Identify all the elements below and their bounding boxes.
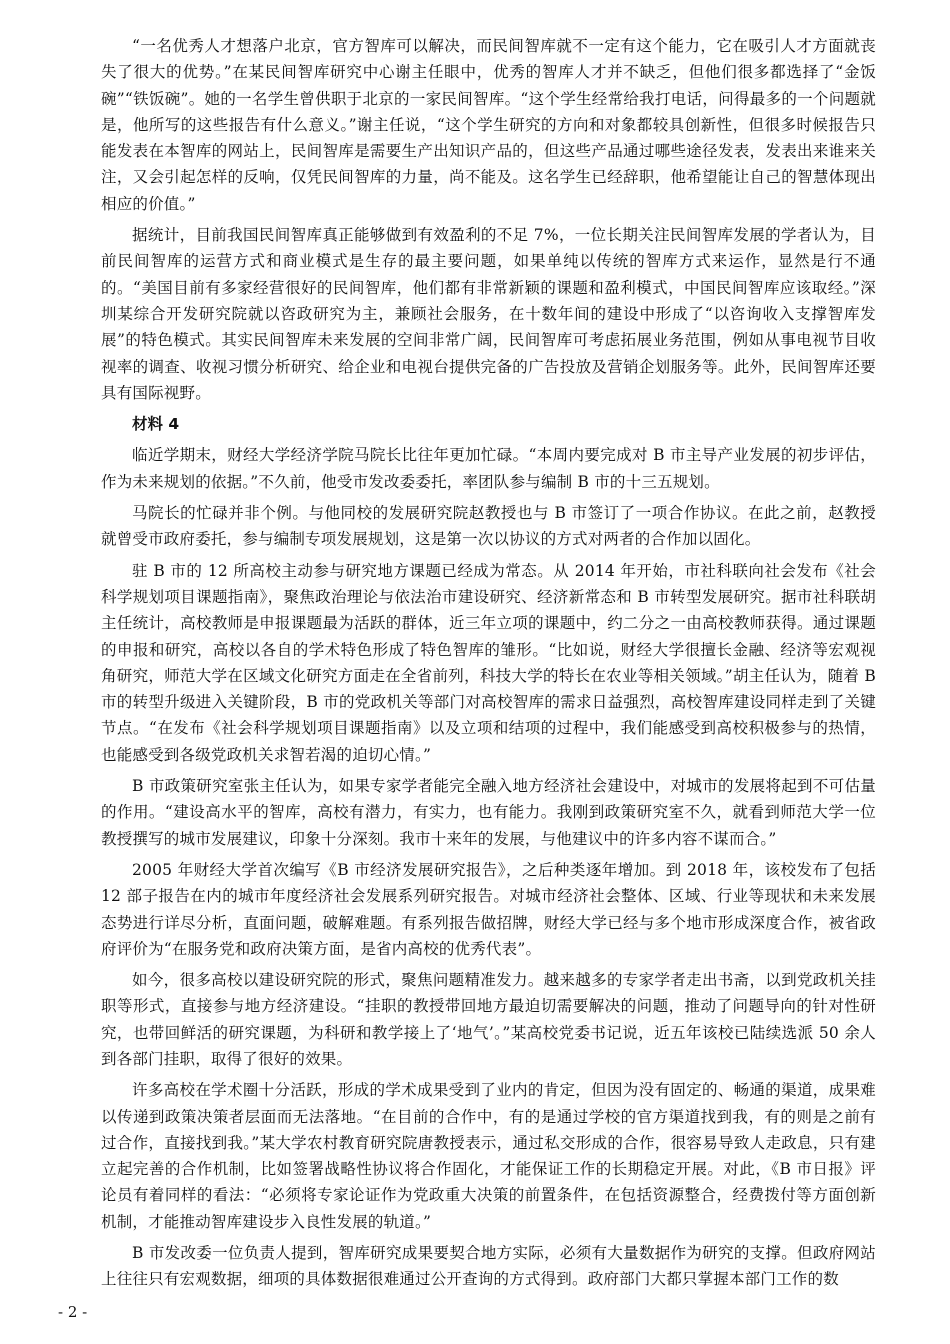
paragraph-12-universities: 驻 B 市的 12 所高校主动参与研究地方课题已经成为常态。从 2014 年开始，市社科联向社会发布《社会科学规划项目课题指南》，聚焦政治理论与依法治市建设研究、经济新常态和 B 市转型发展研究。据市社科联胡主任统计，高校教师是申报课题最为活跃的群体，近三年立项的课题中，约二分之一由高校教师获得。通过课题的申报和研究，高校以各自的学术特色形成了特色智库的雏形。“比如说，财经大学很擅长金融、经济等宏观视角研究，师范大学在区域文化研究方面走在全省前列，科技大学的特长在农业等相关领域。”胡主任认为，随着 B 市的转型升级进入关键阶段，B 市的党政机关等部门对高校智库的需求日益强烈，高校智库建设同样走到了关键节点。“在发布《社会科学规划项目课题指南》以及立项和结项的过程中，我们能感受到高校积极参与的热情，也能感受到各级党政机关求智若渴的迫切心情。” <box>101 561 876 764</box>
section-heading-material-4: 材料 4 <box>132 415 180 434</box>
paragraph-think-tank-profit: 据统计，目前我国民间智库真正能够做到有效盈利的不足 7%，一位长期关注民间智库发展的学者认为，目前民间智库的运营方式和商业模式是生存的最主要问题，如果单纯以传统的智库方式来运作，显然是行不通的。“美国目前有多家经营很好的民间智库，他们都有非常新颖的课题和盈利模式，中国民间智库应该取经。”深圳某综合开发研究院就以咨政研究为主，兼顾社会服务，在十数年间的建设中形成了“以咨询收入支撑智库发展”的特色模式。其实民间智库未来发展的空间非常广阔，民间智库可考虑拓展业务范围，例如从事电视节目收视率的调查、收视习惯分析研究、给企业和电视台提供完备的广告投放及营销企划服务等。此外，民间智库还要具有国际视野。 <box>101 226 876 402</box>
paragraph-academic-channels: 许多高校在学术圈十分活跃，形成的学术成果受到了业内的肯定，但因为没有固定的、畅通的渠道，成果难以传递到政策决策者层面而无法落地。“在目前的合作中，有的是通过学校的官方渠道找到我，有的则是之前有过合作，直接找到我。”某大学农村教育研究院唐教授表示，通过私交形成的合作，很容易导致人走政息，只有建立起完善的合作机制，比如签署战略性协议将合作固化，才能保证工作的长期稳定开展。对此，《B 市日报》评论员有着同样的看法：“必须将专家论证作为党政重大决策的前置条件，在包括资源整合，经费拨付等方面创新机制，才能推动智库建设步入良性发展的轨道。” <box>101 1081 876 1231</box>
page-number: - 2 - <box>58 1303 88 1321</box>
paragraph-think-tank-talent: “一名优秀人才想落户北京，官方智库可以解决，而民间智库就不一定有这个能力，它在吸引人才方面就丧失了很大的优势。”在某民间智库研究中心谢主任眼中，优秀的智库人才并不缺乏，但他们很多都选择了“金饭碗”“铁饭碗”。她的一名学生曾供职于北京的一家民间智库。“这个学生经常给我打电话，问得最多的一个问题就是，他所写的这些报告有什么意义。”谢主任说，“这个学生研究的方向和对象都较具创新性，但很多时候报告只能发表在本智库的网站上，民间智库是需要生产出知识产品的，但这些产品通过哪些途径发表，发表出来谁来关注，又会引起怎样的反响，仅凭民间智库的力量，尚不能及。这名学生已经辞职，他希望能让自己的智慧体现出相应的价值。” <box>101 37 876 213</box>
paragraph-data-support: B 市发改委一位负责人提到，智库研究成果要契合地方实际，必须有大量数据作为研究的支撑。但政府网站上往往只有宏观数据，细项的具体数据很难通过公开查询的方式得到。政府部门大都只掌握本部门工作的数 <box>101 1244 876 1289</box>
paragraph-research-institutes: 如今，很多高校以建设研究院的形式，聚焦问题精准发力。越来越多的专家学者走出书斋，以到党政机关挂职等形式，直接参与地方经济建设。“挂职的教授带回地方最迫切需要解决的问题，推动了问题导向的针对性研究，也带回鲜活的研究课题，为科研和教学接上了‘地气’。”某高校党委书记说，近五年该校已陆续选派 50 余人到各部门挂职，取得了很好的效果。 <box>101 971 876 1068</box>
paragraph-dean-ma: 临近学期末，财经大学经济学院马院长比往年更加忙碌。“本周内要完成对 B 市主导产业发展的初步评估，作为未来规划的依据。”不久前，他受市发改委委托，率团队参与编制 B 市的十三五规划。 <box>101 446 876 491</box>
paragraph-professor-zhao: 马院长的忙碌并非个例。与他同校的发展研究院赵教授也与 B 市签订了一项合作协议。在此之前，赵教授就曾受市政府委托，参与编制专项发展规划，这是第一次以协议的方式对两者的合作加以固化。 <box>101 504 876 549</box>
paragraph-director-zhang: B 市政策研究室张主任认为，如果专家学者能完全融入地方经济社会建设中，对城市的发展将起到不可估量的作用。“建设高水平的智库，高校有潜力，有实力，也有能力。我刚到政策研究室不久，就看到师范大学一位教授撰写的城市发展建议，印象十分深刻。我市十来年的发展，与他建议中的许多内容不谋而合。” <box>101 777 876 848</box>
paragraph-2005-report: 2005 年财经大学首次编写《B 市经济发展研究报告》，之后种类逐年增加。到 2018 年，该校发布了包括 12 部子报告在内的城市年度经济社会发展系列研究报告。对城市经济社会整体、区域、行业等现状和未来发展态势进行详尽分析，直面问题，破解难题。有系列报告做招牌，财经大学已经与多个地市形成深度合作，被省政府评价为“在服务党和政府决策方面，是省内高校的优秀代表”。 <box>101 860 876 958</box>
document-body <box>101 33 876 1298</box>
